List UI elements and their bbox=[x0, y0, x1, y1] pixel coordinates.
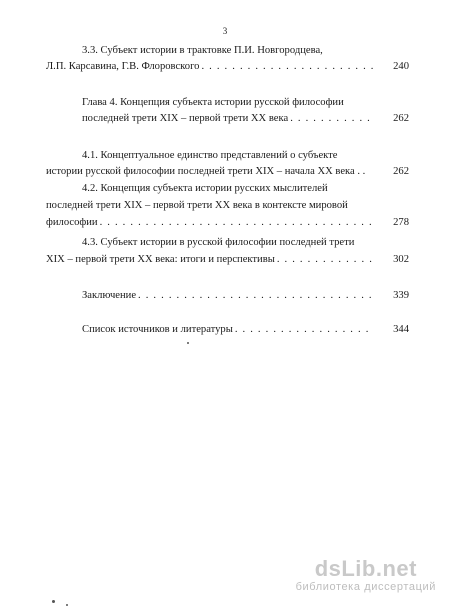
page-number: 3 bbox=[222, 26, 228, 36]
dot-leader bbox=[290, 112, 374, 125]
watermark bbox=[296, 557, 436, 593]
toc-entry-text: 4.3. Субъект истории в русской философии последней трети bbox=[82, 237, 355, 248]
toc-entry-leader-line bbox=[46, 216, 376, 229]
dot-leader bbox=[100, 216, 374, 229]
toc-page-ref: 262 bbox=[393, 166, 409, 177]
scan-speck bbox=[52, 600, 55, 603]
watermark-subtitle: библиотека диссертаций bbox=[295, 581, 436, 593]
dot-leader bbox=[138, 289, 374, 302]
toc-entry-leader-line bbox=[82, 289, 376, 302]
dot-leader bbox=[235, 323, 374, 336]
scan-speck bbox=[66, 604, 68, 606]
toc-entry-leader-line bbox=[82, 112, 376, 125]
toc-page-ref: 339 bbox=[393, 290, 409, 301]
toc-entry-text: 4.2. Концепция субъекта истории русских мыслителей bbox=[82, 183, 328, 194]
toc-entry-leader-line bbox=[46, 60, 376, 73]
dot-leader bbox=[201, 60, 374, 73]
toc-page-ref: 262 bbox=[393, 113, 409, 124]
toc-entry-text: 3.3. Субъект истории в трактовке П.И. Новгородцева, bbox=[82, 45, 323, 56]
toc-entry-text: Л.П. Карсавина, Г.В. Флоровского bbox=[46, 61, 200, 72]
toc-page-ref: 302 bbox=[393, 254, 409, 265]
toc-entry-text: XIX – первой трети XX века: итоги и перспективы bbox=[46, 254, 275, 265]
toc-entry-leader-line bbox=[82, 323, 376, 336]
toc-page-ref: 344 bbox=[393, 324, 409, 335]
toc-entry-text: Список источников и литературы bbox=[82, 324, 233, 335]
scan-speck bbox=[187, 342, 189, 344]
toc-entry-text: 4.1. Концептуальное единство представлений о субъекте bbox=[82, 150, 338, 161]
toc-page-ref: 278 bbox=[393, 217, 409, 228]
dot-leader bbox=[277, 253, 374, 266]
toc-entry-text: последней трети XIX – первой трети XX века в контексте мировой bbox=[46, 200, 348, 211]
toc-entry-text: последней трети XIX – первой трети XX века bbox=[82, 113, 289, 124]
toc-entry-text: истории русской философии последней трети XIX – начала XX века . . bbox=[46, 166, 366, 177]
toc-chapter-title: Глава 4. Концепция субъекта истории русской философии bbox=[82, 97, 344, 108]
toc-page-ref: 240 bbox=[393, 61, 409, 72]
toc-entry-text: Заключение bbox=[82, 290, 137, 301]
toc-entry-leader-line bbox=[46, 253, 376, 266]
toc-entry-text: философии bbox=[46, 217, 98, 228]
watermark-logo: dsLib.net bbox=[314, 556, 417, 581]
